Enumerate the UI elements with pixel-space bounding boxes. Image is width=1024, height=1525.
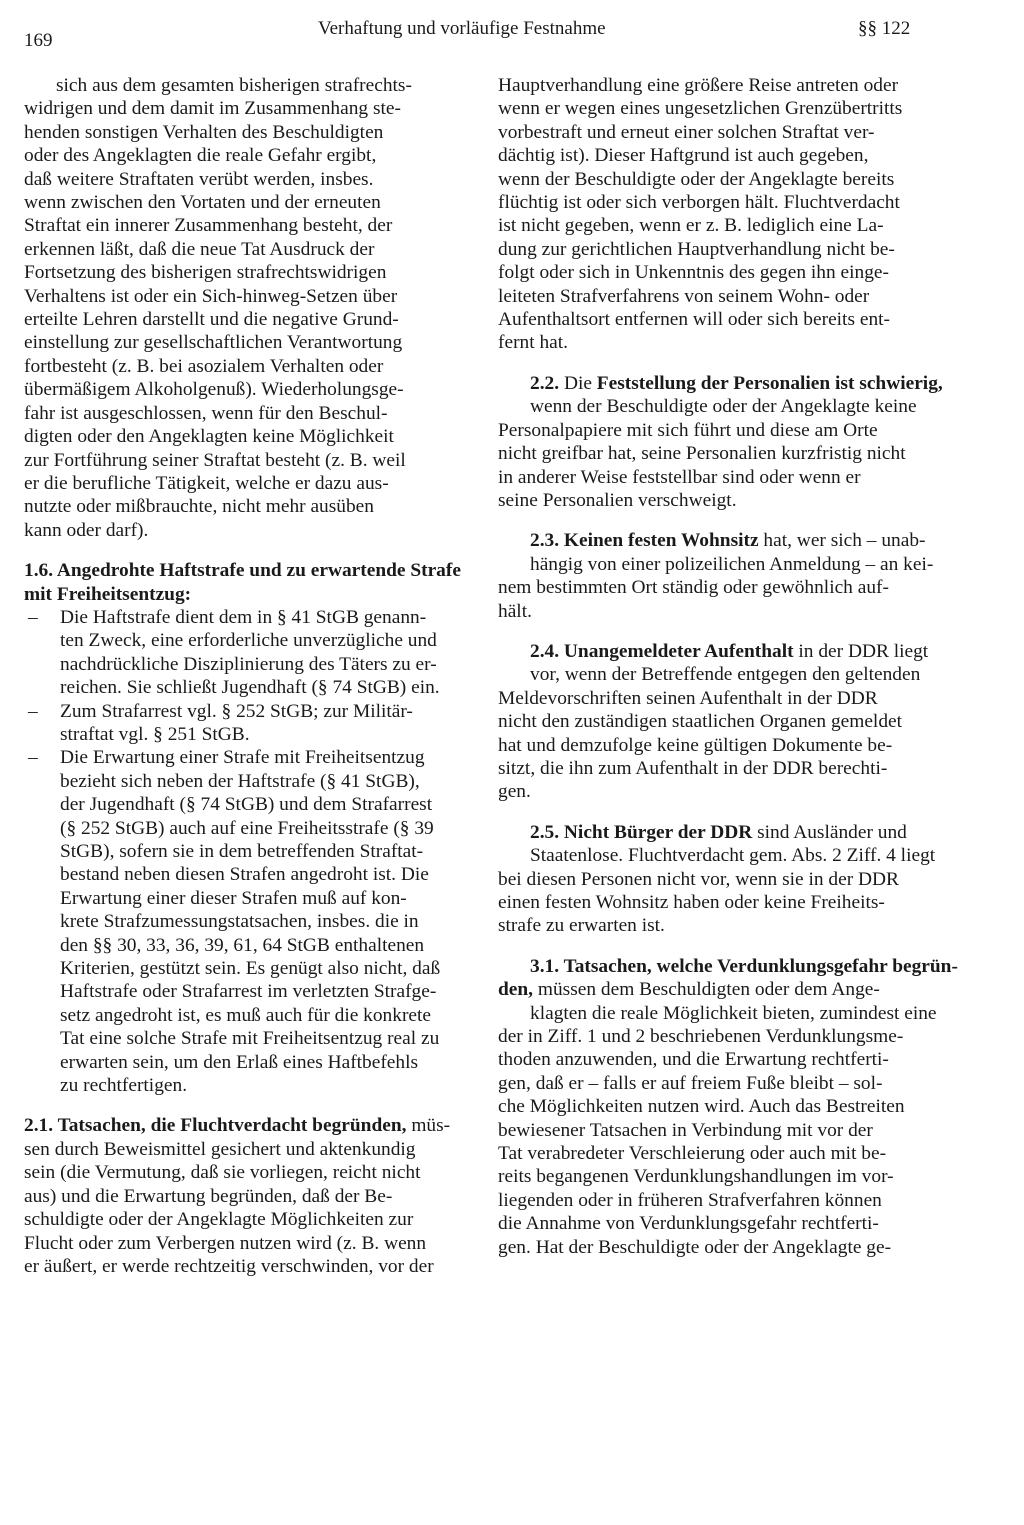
text-line: Erwartung einer dieser Strafen muß auf kon-	[60, 887, 407, 909]
text-line: ist nicht gegeben, wenn er z. B. lediglich eine La-	[498, 215, 884, 237]
text-line: kann oder darf).	[24, 519, 149, 541]
text-line: gen.	[498, 781, 531, 803]
text-line: Straftat ein innerer Zusammenhang besteht, der	[24, 215, 393, 237]
heading-line: 1.6. Angedrohte Haftstrafe und zu erwartende Strafe	[24, 560, 461, 582]
continuation-paragraph	[498, 74, 958, 355]
text-line: flüchtig ist oder sich verborgen hält. Fluchtverdacht	[498, 192, 900, 214]
text-line: seine Personalien verschweigt.	[498, 489, 737, 511]
text-line: bestand neben diesen Strafen angedroht ist. Die	[60, 864, 429, 886]
text-line: Tat verabredeter Verschleierung oder auch mit be-	[498, 1143, 887, 1165]
text-line: bezieht sich neben der Haftstrafe (§ 41 StGB),	[60, 770, 420, 792]
text-line: Meldevorschriften seinen Aufenthalt in der DDR	[498, 687, 878, 709]
text-line: Haftstrafe oder Strafarrest im verletzten Strafge-	[60, 981, 437, 1003]
text-line: reichen. Sie schließt Jugendhaft (§ 74 StGB) ein.	[60, 677, 440, 699]
text-line: schuldigte oder der Angeklagte Möglichkeiten zur	[24, 1209, 414, 1231]
section-3-1-heading-line	[498, 955, 958, 978]
text-line: erwarten sein, um den Erlaß eines Haftbefehls	[60, 1051, 419, 1073]
text-line: er die berufliche Tätigkeit, welche er dazu aus-	[24, 472, 389, 494]
text-line: klagten die reale Möglichkeit bieten, zumindest eine	[530, 1002, 937, 1024]
text-line: strafe zu erwarten ist.	[498, 915, 665, 937]
section-2-3-first-line	[498, 529, 958, 552]
section-2-5-heading: 2.5. Nicht Bürger der DDR	[530, 821, 753, 843]
page-number: 169	[24, 30, 53, 51]
section-2-4-heading: 2.4. Unangemeldeter Aufenthalt	[530, 640, 794, 662]
section-2-3-heading: 2.3. Keinen festen Wohnsitz	[530, 530, 759, 552]
text-line: oder des Angeklagten die reale Gefahr ergibt,	[24, 145, 377, 167]
text-line: dächtig ist). Dieser Haftgrund ist auch gegeben,	[498, 145, 869, 167]
text-line: sen durch Beweismittel gesichert und aktenkundig	[24, 1138, 416, 1160]
section-3-1-second-line	[498, 978, 958, 1001]
heading-line: mit Freiheitsentzug:	[24, 583, 192, 605]
text-line: der in Ziff. 1 und 2 beschriebenen Verdunklungsme-	[498, 1026, 904, 1048]
section-2-3	[498, 529, 958, 623]
section-2-4	[498, 640, 958, 804]
section-2-1-heading: 2.1. Tatsachen, die Fluchtverdacht begründen,	[24, 1115, 407, 1137]
text-line: Staatenlose. Fluchtverdacht gem. Abs. 2 Ziff. 4 liegt	[530, 845, 936, 867]
text-line: erteilte Lehren darstellt und die negative Grund-	[24, 309, 399, 331]
section-2-2	[498, 372, 958, 512]
text-line: henden sonstigen Verhalten des Beschuldigten	[24, 121, 384, 143]
dash-bullet: –	[28, 700, 38, 722]
text-line: digten oder den Angeklagten keine Möglichkeit	[24, 426, 394, 448]
section-1-6-list	[24, 606, 482, 1098]
text-line: reits begangenen Verdunklungshandlungen im vor-	[498, 1166, 894, 1188]
section-2-2-number: 2.2.	[530, 372, 560, 394]
section-2-2-body	[498, 395, 958, 512]
text-line: einstellung zur gesellschaftlichen Verantwortung	[24, 332, 403, 354]
section-2-3-first-rest: hat, wer sich – unab-	[758, 530, 926, 552]
section-2-1	[24, 1114, 482, 1278]
text-line: (§ 252 StGB) auch auf eine Freiheitsstrafe (§ 39	[60, 817, 434, 839]
right-column	[498, 74, 958, 1259]
text-line: ten Zweck, eine erforderliche unverzügliche und	[60, 630, 437, 652]
text-line: fernt hat.	[498, 332, 568, 354]
text-line: übermäßigem Alkoholgenuß). Wiederholungsge-	[24, 379, 404, 401]
running-title: Verhaftung und vorläufige Festnahme	[318, 18, 606, 39]
left-column	[24, 74, 482, 1278]
list-item	[24, 606, 482, 700]
text-line: zur Fortführung seiner Straftat besteht (z. B. weil	[24, 449, 406, 471]
text-line: bei diesen Personen nicht vor, wenn sie in der DDR	[498, 868, 899, 890]
text-line: sich aus dem gesamten bisherigen strafrechts-	[56, 75, 412, 96]
text-line: einen festen Wohnsitz haben oder keine Freiheits-	[498, 892, 885, 913]
text-line: dung zur gerichtlichen Hauptverhandlung nicht be-	[498, 238, 895, 260]
text-line: Verhaltens ist oder ein Sich-hinweg-Setzen über	[24, 285, 398, 307]
section-3-1	[498, 955, 958, 1259]
text-line: hält.	[498, 600, 532, 622]
section-2-4-first-line	[498, 640, 958, 663]
text-line: wenn der Beschuldigte oder der Angeklagte bereits	[498, 168, 895, 190]
section-2-5-first-line	[498, 821, 958, 844]
text-line: wenn zwischen den Vortaten und der erneuten	[24, 192, 381, 214]
text-line: liegenden oder in früheren Strafverfahren können	[498, 1189, 882, 1211]
text-line: Aufenthaltsort entfernen will oder sich bereits ent-	[498, 309, 890, 331]
section-2-5	[498, 821, 958, 938]
text-line: straftat vgl. § 251 StGB.	[60, 723, 250, 745]
section-1-6	[24, 559, 482, 1097]
section-2-2-first-line	[498, 372, 958, 395]
text-line: fortbesteht (z. B. bei asozialem Verhalten oder	[24, 355, 384, 377]
text-line: nachdrückliche Disziplinierung des Täters zu er-	[60, 653, 437, 675]
text-line: hängig von einer polizeilichen Anmeldung – an kei-	[530, 553, 934, 575]
text-line: wenn der Beschuldigte oder der Angeklagte keine	[530, 396, 917, 418]
text-line: nicht greifbar hat, seine Personalien kurzfristig nicht	[498, 443, 906, 465]
text-line: nem bestimmten Ort ständig oder gewöhnlich auf-	[498, 577, 889, 599]
text-line: Flucht oder zum Verbergen nutzen wird (z. B. wenn	[24, 1232, 427, 1254]
text-line: Kriterien, gestützt sein. Es genügt also nicht, daß	[60, 958, 441, 980]
text-line: setz angedroht ist, es muß auch für die konkrete	[60, 1004, 431, 1026]
text-line: Zum Strafarrest vgl. § 252 StGB; zur Militär-	[60, 700, 413, 722]
section-2-4-body	[498, 663, 958, 803]
section-2-1-first-line	[24, 1114, 482, 1137]
text-line: gen. Hat der Beschuldigte oder der Angeklagte ge-	[498, 1236, 892, 1258]
text-line: folgt oder sich in Unkenntnis des gegen ihn einge-	[498, 262, 889, 284]
text-line: thoden anzuwenden, und die Erwartung rechtferti-	[498, 1049, 889, 1071]
text-line: vor, wenn der Betreffende entgegen den geltenden	[530, 664, 921, 686]
section-3-1-heading-end: den,	[498, 979, 534, 1001]
text-line: sitzt, die ihn zum Aufenthalt in der DDR berechti-	[498, 757, 888, 779]
text-line: erkennen läßt, daß die neue Tat Ausdruck der	[24, 238, 375, 260]
section-reference: §§ 122	[858, 18, 911, 39]
section-3-1-second-rest: müssen dem Beschuldigten oder dem Ange-	[533, 979, 880, 1001]
text-line: Tat eine solche Strafe mit Freiheitsentzug real zu	[60, 1028, 440, 1050]
section-2-2-heading: Feststellung der Personalien ist schwierig,	[596, 372, 943, 394]
text-line: wenn er wegen eines ungesetzlichen Grenzübertritts	[498, 98, 903, 120]
section-2-1-first-rest: müs-	[406, 1115, 451, 1137]
text-line: widrigen und dem damit im Zusammenhang ste-	[24, 98, 401, 120]
text-line: sein (die Vermutung, daß sie vorliegen, reicht nicht	[24, 1162, 421, 1184]
dash-bullet: –	[28, 747, 38, 769]
text-line: bewiesener Tatsachen in Verbindung mit vor der	[498, 1119, 873, 1141]
text-line: gen, daß er – falls er auf freiem Fuße bleibt – sol-	[498, 1072, 883, 1094]
section-3-1-body	[498, 1002, 958, 1259]
text-line: daß weitere Straftaten verübt werden, insbes.	[24, 168, 374, 190]
text-line: zu rechtfertigen.	[60, 1075, 188, 1097]
list-item	[24, 746, 482, 1097]
list-item	[24, 700, 482, 747]
text-line: nutzte oder mißbrauchte, nicht mehr ausüben	[24, 496, 374, 518]
text-line: vorbestraft und erneut einer solchen Straftat ver-	[498, 121, 875, 143]
section-2-1-body	[24, 1138, 482, 1278]
text-line: der Jugendhaft (§ 74 StGB) und dem Strafarrest	[60, 794, 433, 816]
section-2-2-mid: Die	[559, 372, 597, 394]
page-header	[0, 16, 1024, 50]
section-2-4-first-rest: in der DDR liegt	[793, 640, 929, 662]
intro-paragraph	[24, 74, 482, 542]
text-line: che Möglichkeiten nutzen wird. Auch das Bestreiten	[498, 1096, 905, 1118]
text-line: Die Erwartung einer Strafe mit Freiheitsentzug	[60, 747, 425, 769]
text-line: die Annahme von Verdunklungsgefahr rechtferti-	[498, 1213, 879, 1235]
text-line: in anderer Weise feststellbar sind oder wenn er	[498, 466, 861, 488]
text-line: krete Strafzumessungstatsachen, insbes. die in	[60, 911, 419, 933]
text-line: Personalpapiere mit sich führt und diese am Orte	[498, 419, 878, 441]
section-2-3-body	[498, 553, 958, 623]
text-line: fahr ist ausgeschlossen, wenn für den Beschul-	[24, 402, 388, 424]
text-line: Die Haftstrafe dient dem in § 41 StGB genann-	[60, 606, 427, 628]
dash-bullet: –	[28, 606, 38, 628]
text-line: Fortsetzung des bisherigen strafrechtswidrigen	[24, 262, 387, 284]
text-line: StGB), sofern sie in dem betreffenden Straftat-	[60, 841, 424, 862]
section-3-1-heading: 3.1. Tatsachen, welche Verdunklungsgefahr begrün-	[530, 955, 958, 977]
text-line: aus) und die Erwartung begründen, daß der Be-	[24, 1185, 393, 1207]
text-line: hat und demzufolge keine gültigen Dokumente be-	[498, 734, 893, 756]
section-1-6-heading	[24, 559, 482, 606]
text-line: er äußert, er werde rechtzeitig verschwinden, vor der	[24, 1255, 434, 1277]
text-line: nicht den zuständigen staatlichen Organen gemeldet	[498, 711, 903, 733]
section-2-5-first-rest: sind Ausländer und	[752, 821, 907, 843]
section-2-5-body	[498, 844, 958, 938]
text-line: leiteten Strafverfahrens von seinem Wohn- oder	[498, 285, 870, 307]
text-line: Hauptverhandlung eine größere Reise antreten oder	[498, 75, 899, 96]
text-line: den §§ 30, 33, 36, 39, 61, 64 StGB enthaltenen	[60, 934, 425, 956]
